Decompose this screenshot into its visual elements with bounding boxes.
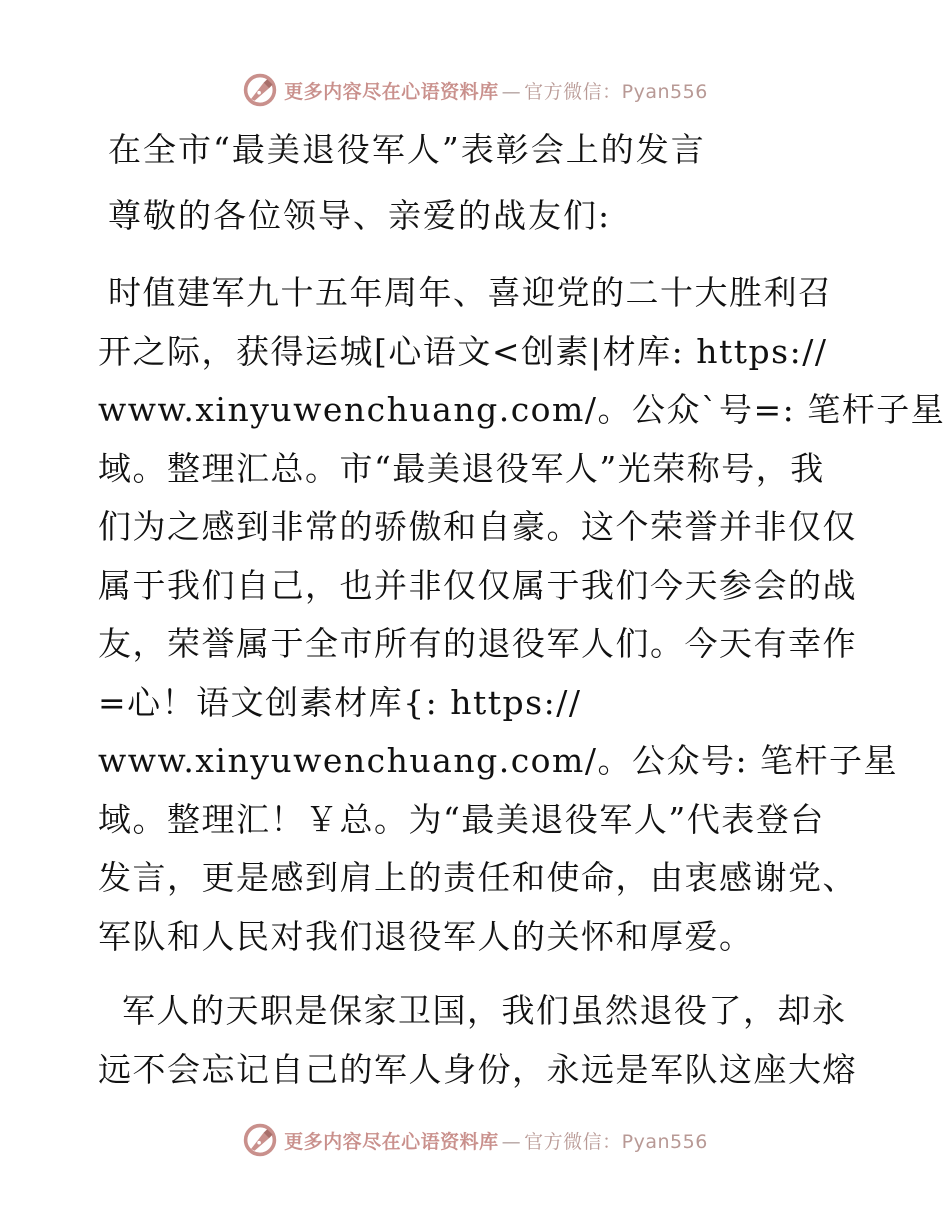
- watermark-main-text: 更多内容尽在心语资料库: [284, 1130, 499, 1153]
- paragraph-line: 开之际，获得运城[心语文<创素|材库: https://: [98, 331, 828, 371]
- header-watermark-banner: [0, 68, 950, 112]
- paragraph-line: www.xinyuwenchuang.com/。公众`号=: 笔杆子星: [98, 390, 946, 429]
- paragraph-line: 属于我们自己，也并非仅仅属于我们今天参会的战: [98, 565, 857, 605]
- document-greeting: 尊敬的各位领导、亲爱的战友们:: [108, 196, 612, 235]
- paragraph-line: 发言，更是感到肩上的责任和使命，由衷感谢党、: [98, 858, 857, 897]
- watermark-separator: —: [501, 1130, 522, 1153]
- watermark-text: [284, 1127, 708, 1154]
- paragraph-1: [98, 264, 946, 966]
- pen-nib-logo-icon: [242, 72, 278, 108]
- paragraph-line: 域。整理汇！￥总。为“最美退役军人”代表登台: [98, 799, 825, 839]
- watermark-text: [284, 77, 708, 104]
- paragraph-line: 军队和人民对我们退役军人的关怀和厚爱。: [98, 916, 754, 956]
- paragraph-line: 域。整理汇总。市“最美退役军人”光荣称号，我: [98, 448, 825, 488]
- document-title: 在全市“最美退役军人”表彰会上的发言: [108, 130, 706, 169]
- footer-watermark-banner: [0, 1118, 950, 1162]
- paragraph-line: 军人的天职是保家卫国，我们虽然退役了，却永: [98, 991, 847, 1030]
- paragraph-line: 远不会忘记自己的军人身份，永远是军队这座大熔: [98, 1049, 857, 1089]
- paragraph-line: www.xinyuwenchuang.com/。公众号: 笔杆子星: [98, 741, 899, 780]
- watermark-wechat: 官方微信：Pyan556: [524, 80, 708, 103]
- paragraph-line: 们为之感到非常的骄傲和自豪。这个荣誉并非仅仅: [98, 507, 857, 546]
- paragraph-line: =心！语文创素材库{: https://: [98, 682, 582, 722]
- paragraph-line: 时值建军九十五年周年、喜迎党的二十大胜利召: [108, 273, 833, 312]
- watermark-separator: —: [501, 80, 522, 103]
- paragraph-2: [98, 982, 858, 1099]
- paragraph-line: 友，荣誉属于全市所有的退役军人们。今天有幸作: [98, 624, 857, 663]
- watermark-main-text: 更多内容尽在心语资料库: [284, 80, 499, 103]
- pen-nib-logo-icon: [242, 1122, 278, 1158]
- watermark-wechat: 官方微信：Pyan556: [524, 1130, 708, 1153]
